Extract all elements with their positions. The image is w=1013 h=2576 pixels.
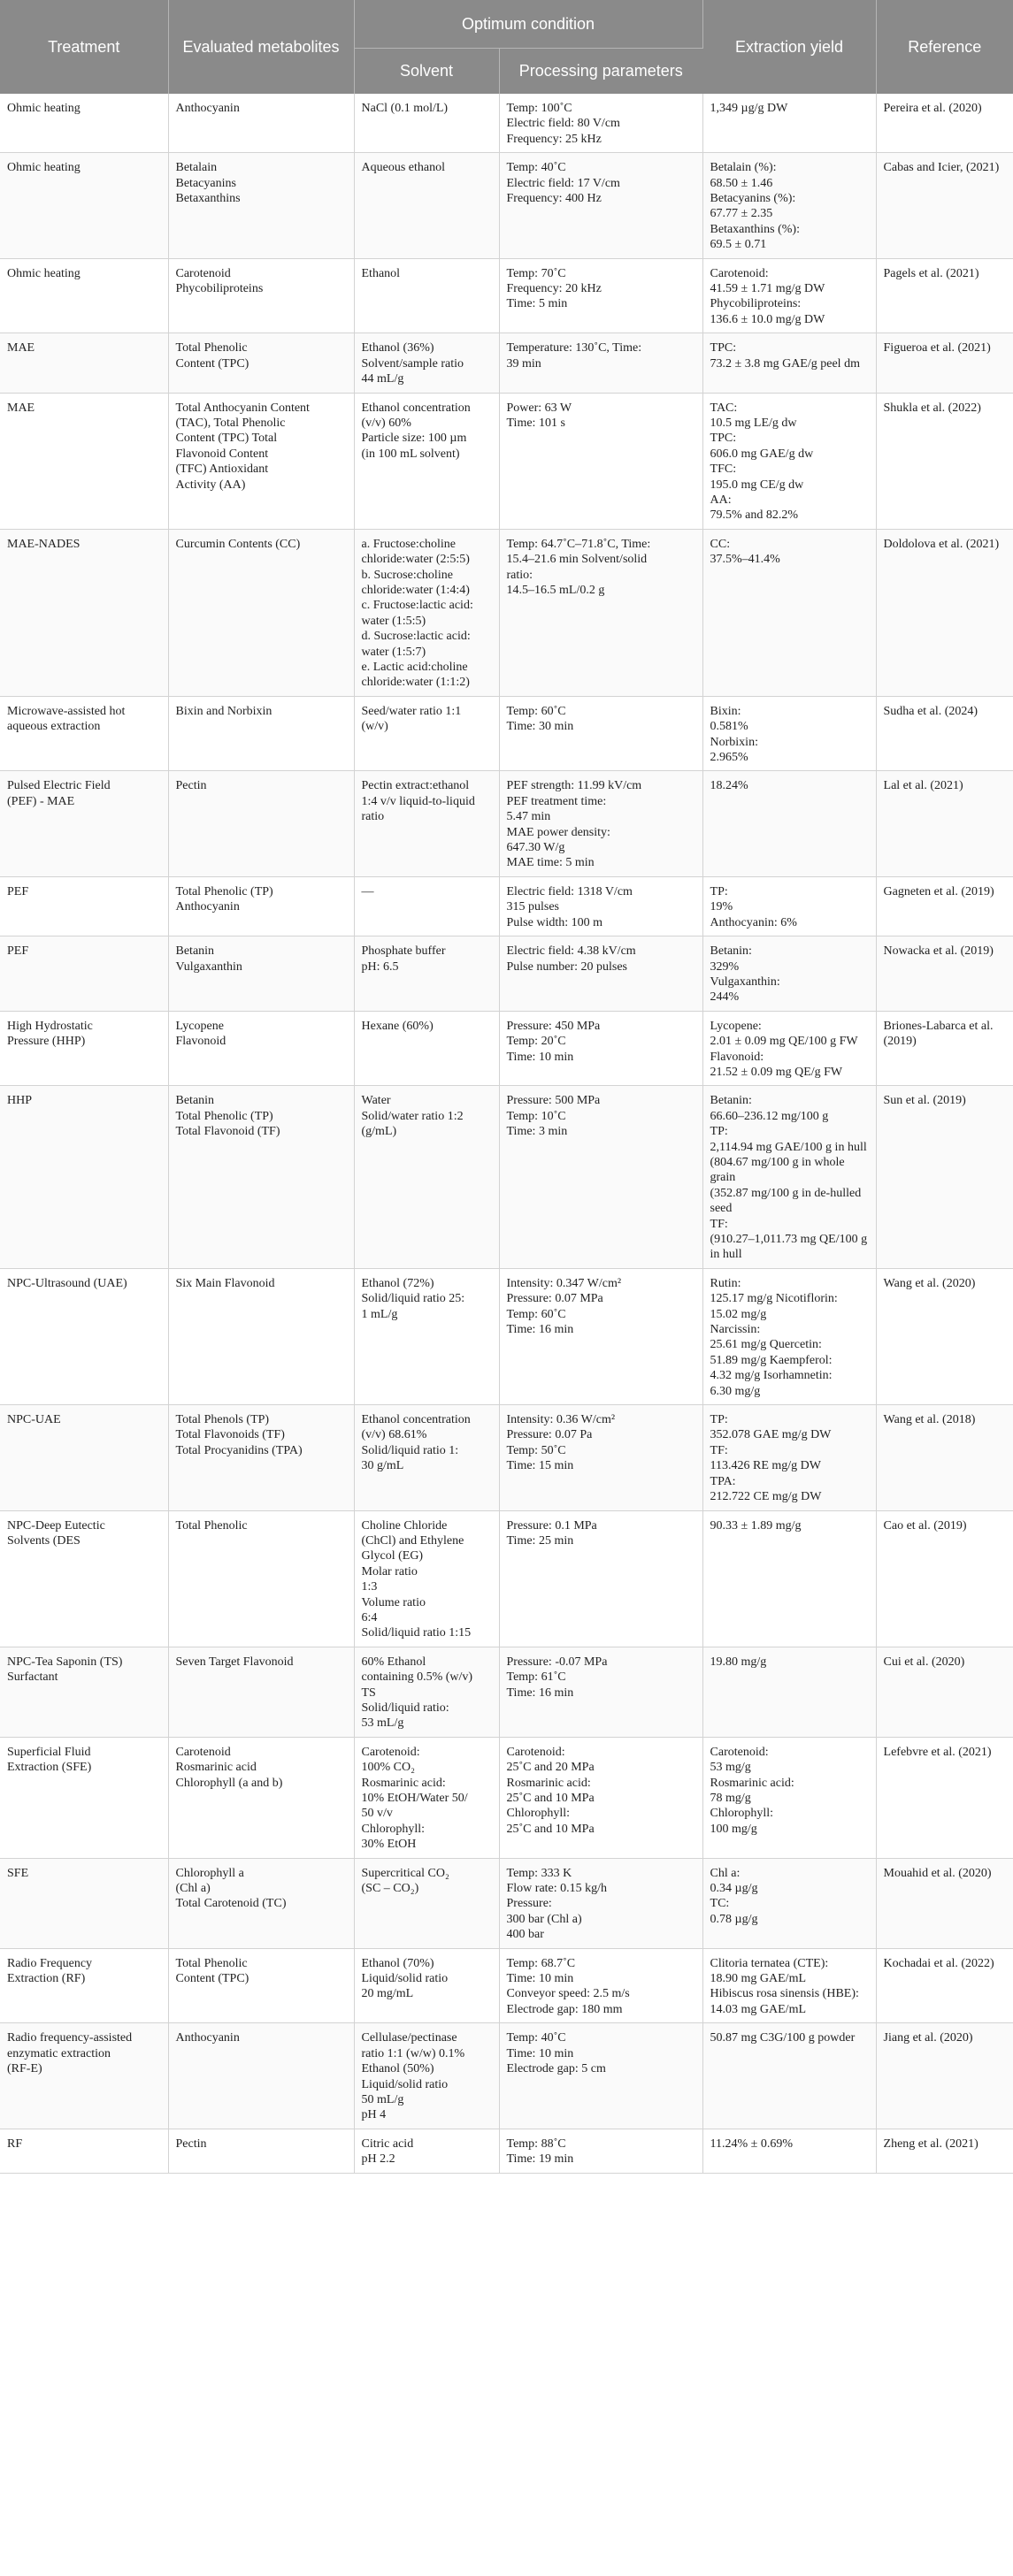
cell-treatment: NPC-Ultrasound (UAE) xyxy=(0,1268,168,1404)
cell-treatment: PEF xyxy=(0,876,168,936)
cell-processing: Temp: 40˚C Time: 10 min Electrode gap: 5 cm xyxy=(499,2023,702,2129)
cell-processing: Temp: 60˚C Time: 30 min xyxy=(499,696,702,771)
cell-treatment: Pulsed Electric Field (PEF) - MAE xyxy=(0,771,168,876)
cell-yield: 18.24% xyxy=(702,771,876,876)
cell-reference: Lefebvre et al. (2021) xyxy=(876,1737,1013,1858)
cell-reference: Nowacka et al. (2019) xyxy=(876,936,1013,1012)
cell-reference: Wang et al. (2018) xyxy=(876,1405,1013,1510)
cell-yield: TP: 19% Anthocyanin: 6% xyxy=(702,876,876,936)
cell-metabolites: Betanin Vulgaxanthin xyxy=(168,936,354,1012)
cell-yield: Carotenoid: 53 mg/g Rosmarinic acid: 78 mg/g Chlorophyll: 100 mg/g xyxy=(702,1737,876,1858)
table-row xyxy=(0,771,1013,876)
cell-processing: Temperature: 130˚C, Time: 39 min xyxy=(499,333,702,393)
cell-yield: Clitoria ternatea (CTE): 18.90 mg GAE/mL Hibiscus rosa sinensis (HBE): 14.03 mg GAE/mL xyxy=(702,1948,876,2023)
table-header xyxy=(0,0,1013,94)
cell-processing: Temp: 333 K Flow rate: 0.15 kg/h Pressure: 300 bar (Chl a) 400 bar xyxy=(499,1858,702,1948)
cell-treatment: NPC-Deep Eutectic Solvents (DES xyxy=(0,1510,168,1647)
header-optimum-condition: Optimum condition xyxy=(354,0,702,48)
table-row xyxy=(0,393,1013,529)
cell-reference: Figueroa et al. (2021) xyxy=(876,333,1013,393)
cell-treatment: Microwave-assisted hot aqueous extraction xyxy=(0,696,168,771)
cell-reference: Gagneten et al. (2019) xyxy=(876,876,1013,936)
cell-metabolites: Seven Target Flavonoid xyxy=(168,1647,354,1737)
cell-metabolites: Six Main Flavonoid xyxy=(168,1268,354,1404)
cell-processing: Temp: 70˚C Frequency: 20 kHz Time: 5 min xyxy=(499,258,702,333)
header-reference: Reference xyxy=(876,0,1013,94)
cell-yield: TPC: 73.2 ± 3.8 mg GAE/g peel dm xyxy=(702,333,876,393)
cell-solvent: Water Solid/water ratio 1:2 (g/mL) xyxy=(354,1086,499,1268)
cell-solvent: Pectin extract:ethanol 1:4 v/v liquid-to-liquid ratio xyxy=(354,771,499,876)
table-row xyxy=(0,333,1013,393)
table-row xyxy=(0,936,1013,1012)
cell-processing: Temp: 100˚C Electric field: 80 V/cm Frequency: 25 kHz xyxy=(499,94,702,153)
cell-processing: Pressure: 500 MPa Temp: 10˚C Time: 3 min xyxy=(499,1086,702,1268)
table-row xyxy=(0,696,1013,771)
table-row xyxy=(0,94,1013,153)
cell-reference: Wang et al. (2020) xyxy=(876,1268,1013,1404)
cell-solvent: Ethanol concentration (v/v) 68.61% Solid/liquid ratio 1: 30 g/mL xyxy=(354,1405,499,1510)
cell-treatment: Ohmic heating xyxy=(0,258,168,333)
cell-treatment: MAE xyxy=(0,393,168,529)
cell-reference: Doldolova et al. (2021) xyxy=(876,529,1013,696)
cell-reference: Sudha et al. (2024) xyxy=(876,696,1013,771)
cell-processing: Electric field: 4.38 kV/cm Pulse number: 20 pulses xyxy=(499,936,702,1012)
cell-yield: Carotenoid: 41.59 ± 1.71 mg/g DW Phycobiliproteins: 136.6 ± 10.0 mg/g DW xyxy=(702,258,876,333)
table-row xyxy=(0,1647,1013,1737)
cell-metabolites: Lycopene Flavonoid xyxy=(168,1011,354,1086)
header-extraction-yield: Extraction yield xyxy=(702,0,876,94)
cell-solvent: Seed/water ratio 1:1 (w/v) xyxy=(354,696,499,771)
cell-yield: 1,349 µg/g DW xyxy=(702,94,876,153)
table-body xyxy=(0,94,1013,2173)
cell-reference: Lal et al. (2021) xyxy=(876,771,1013,876)
cell-yield: 19.80 mg/g xyxy=(702,1647,876,1737)
table-row xyxy=(0,1268,1013,1404)
cell-metabolites: Anthocyanin xyxy=(168,94,354,153)
cell-processing: Temp: 40˚C Electric field: 17 V/cm Frequency: 400 Hz xyxy=(499,153,702,258)
cell-processing: Pressure: 0.1 MPa Time: 25 min xyxy=(499,1510,702,1647)
cell-processing: Carotenoid: 25˚C and 20 MPa Rosmarinic acid: 25˚C and 10 MPa Chlorophyll: 25˚C and 10 MPa xyxy=(499,1737,702,1858)
cell-solvent: Cellulase/pectinase ratio 1:1 (w/w) 0.1% Ethanol (50%) Liquid/solid ratio 50 mL/g pH 4 xyxy=(354,2023,499,2129)
cell-metabolites: Curcumin Contents (CC) xyxy=(168,529,354,696)
cell-processing: Temp: 68.7˚C Time: 10 min Conveyor speed: 2.5 m/s Electrode gap: 180 mm xyxy=(499,1948,702,2023)
cell-metabolites: Total Anthocyanin Content (TAC), Total Phenolic Content (TPC) Total Flavonoid Content (TFC) Antioxidant Activity (AA) xyxy=(168,393,354,529)
cell-processing: Intensity: 0.36 W/cm² Pressure: 0.07 Pa Temp: 50˚C Time: 15 min xyxy=(499,1405,702,1510)
cell-metabolites: Carotenoid Rosmarinic acid Chlorophyll (a and b) xyxy=(168,1737,354,1858)
cell-solvent: Ethanol (36%) Solvent/sample ratio 44 mL/g xyxy=(354,333,499,393)
cell-yield: 50.87 mg C3G/100 g powder xyxy=(702,2023,876,2129)
cell-metabolites: Total Phenols (TP) Total Flavonoids (TF) Total Procyanidins (TPA) xyxy=(168,1405,354,1510)
cell-solvent: Ethanol xyxy=(354,258,499,333)
table-row xyxy=(0,2023,1013,2129)
cell-solvent: — xyxy=(354,876,499,936)
cell-metabolites: Chlorophyll a (Chl a) Total Carotenoid (TC) xyxy=(168,1858,354,1948)
cell-yield: Lycopene: 2.01 ± 0.09 mg QE/100 g FW Flavonoid: 21.52 ± 0.09 mg QE/g FW xyxy=(702,1011,876,1086)
cell-treatment: PEF xyxy=(0,936,168,1012)
cell-solvent: Ethanol (70%) Liquid/solid ratio 20 mg/mL xyxy=(354,1948,499,2023)
cell-yield: Betalain (%): 68.50 ± 1.46 Betacyanins (%): 67.77 ± 2.35 Betaxanthins (%): 69.5 ± 0.71 xyxy=(702,153,876,258)
table-row xyxy=(0,1948,1013,2023)
cell-yield: Betanin: 66.60–236.12 mg/100 g TP: 2,114.94 mg GAE/100 g in hull (804.67 mg/100 g in whole grain (352.87 mg/100 g in de-hulled seed TF: (910.27–1,011.73 mg QE/100 g in hull xyxy=(702,1086,876,1268)
cell-metabolites: Anthocyanin xyxy=(168,2023,354,2129)
cell-metabolites: Total Phenolic (TP) Anthocyanin xyxy=(168,876,354,936)
cell-yield: 90.33 ± 1.89 mg/g xyxy=(702,1510,876,1647)
cell-solvent: 60% Ethanol containing 0.5% (w/v) TS Solid/liquid ratio: 53 mL/g xyxy=(354,1647,499,1737)
cell-solvent: a. Fructose:choline chloride:water (2:5:5) b. Sucrose:choline chloride:water (1:4:4) c. Fructose:lactic acid: water (1:5:5) d. Sucrose:lactic acid: water (1:5:7) e. Lactic acid:choline chloride:water (1:1:2) xyxy=(354,529,499,696)
cell-reference: Zheng et al. (2021) xyxy=(876,2129,1013,2173)
cell-reference: Jiang et al. (2020) xyxy=(876,2023,1013,2129)
cell-solvent: Ethanol (72%) Solid/liquid ratio 25: 1 mL/g xyxy=(354,1268,499,1404)
table-row xyxy=(0,258,1013,333)
table-row xyxy=(0,2129,1013,2173)
table-row xyxy=(0,876,1013,936)
table-row xyxy=(0,1086,1013,1268)
table-row xyxy=(0,529,1013,696)
cell-solvent: Ethanol concentration (v/v) 60% Particle size: 100 µm (in 100 mL solvent) xyxy=(354,393,499,529)
header-processing-parameters: Processing parameters xyxy=(499,48,702,94)
cell-processing: Electric field: 1318 V/cm 315 pulses Pulse width: 100 m xyxy=(499,876,702,936)
cell-treatment: RF xyxy=(0,2129,168,2173)
cell-metabolites: Total Phenolic xyxy=(168,1510,354,1647)
cell-yield: TAC: 10.5 mg LE/g dw TPC: 606.0 mg GAE/g dw TFC: 195.0 mg CE/g dw AA: 79.5% and 82.2% xyxy=(702,393,876,529)
cell-reference: Briones-Labarca et al. (2019) xyxy=(876,1011,1013,1086)
cell-processing: Intensity: 0.347 W/cm² Pressure: 0.07 MPa Temp: 60˚C Time: 16 min xyxy=(499,1268,702,1404)
cell-metabolites: Carotenoid Phycobiliproteins xyxy=(168,258,354,333)
cell-yield: Bixin: 0.581% Norbixin: 2.965% xyxy=(702,696,876,771)
cell-processing: Power: 63 W Time: 101 s xyxy=(499,393,702,529)
cell-metabolites: Pectin xyxy=(168,2129,354,2173)
cell-yield: Betanin: 329% Vulgaxanthin: 244% xyxy=(702,936,876,1012)
cell-treatment: MAE xyxy=(0,333,168,393)
cell-reference: Cabas and Icier, (2021) xyxy=(876,153,1013,258)
cell-metabolites: Total Phenolic Content (TPC) xyxy=(168,333,354,393)
cell-treatment: NPC-Tea Saponin (TS) Surfactant xyxy=(0,1647,168,1737)
header-metabolites: Evaluated metabolites xyxy=(168,0,354,94)
cell-yield: TP: 352.078 GAE mg/g DW TF: 113.426 RE mg/g DW TPA: 212.722 CE mg/g DW xyxy=(702,1405,876,1510)
cell-treatment: HHP xyxy=(0,1086,168,1268)
cell-yield: 11.24% ± 0.69% xyxy=(702,2129,876,2173)
cell-solvent: Aqueous ethanol xyxy=(354,153,499,258)
cell-reference: Pagels et al. (2021) xyxy=(876,258,1013,333)
cell-processing: Pressure: -0.07 MPa Temp: 61˚C Time: 16 min xyxy=(499,1647,702,1737)
table-row xyxy=(0,1858,1013,1948)
table-row xyxy=(0,1510,1013,1647)
cell-yield: CC: 37.5%–41.4% xyxy=(702,529,876,696)
cell-treatment: Ohmic heating xyxy=(0,94,168,153)
cell-solvent: Hexane (60%) xyxy=(354,1011,499,1086)
cell-reference: Cao et al. (2019) xyxy=(876,1510,1013,1647)
table-row xyxy=(0,1011,1013,1086)
cell-yield: Rutin: 125.17 mg/g Nicotiflorin: 15.02 mg/g Narcissin: 25.61 mg/g Quercetin: 51.89 mg/g Kaempferol: 4.32 mg/g Isorhamnetin: 6.30 mg/g xyxy=(702,1268,876,1404)
cell-treatment: SFE xyxy=(0,1858,168,1948)
cell-metabolites: Total Phenolic Content (TPC) xyxy=(168,1948,354,2023)
cell-solvent: Citric acid pH 2.2 xyxy=(354,2129,499,2173)
cell-treatment: MAE-NADES xyxy=(0,529,168,696)
header-treatment: Treatment xyxy=(0,0,168,94)
cell-processing: Temp: 88˚C Time: 19 min xyxy=(499,2129,702,2173)
cell-treatment: High Hydrostatic Pressure (HHP) xyxy=(0,1011,168,1086)
cell-processing: Pressure: 450 MPa Temp: 20˚C Time: 10 min xyxy=(499,1011,702,1086)
cell-treatment: NPC-UAE xyxy=(0,1405,168,1510)
table-row xyxy=(0,1737,1013,1858)
cell-treatment: Radio frequency-assisted enzymatic extraction (RF-E) xyxy=(0,2023,168,2129)
cell-metabolites: Bixin and Norbixin xyxy=(168,696,354,771)
cell-reference: Kochadai et al. (2022) xyxy=(876,1948,1013,2023)
cell-processing: PEF strength: 11.99 kV/cm PEF treatment time: 5.47 min MAE power density: 647.30 W/g MAE time: 5 min xyxy=(499,771,702,876)
cell-solvent: Supercritical CO₂ (SC – CO₂) xyxy=(354,1858,499,1948)
cell-reference: Shukla et al. (2022) xyxy=(876,393,1013,529)
cell-treatment: Superficial Fluid Extraction (SFE) xyxy=(0,1737,168,1858)
cell-metabolites: Pectin xyxy=(168,771,354,876)
cell-reference: Sun et al. (2019) xyxy=(876,1086,1013,1268)
cell-solvent: Phosphate buffer pH: 6.5 xyxy=(354,936,499,1012)
table-row xyxy=(0,1405,1013,1510)
cell-processing: Temp: 64.7˚C–71.8˚C, Time: 15.4–21.6 min Solvent/solid ratio: 14.5–16.5 mL/0.2 g xyxy=(499,529,702,696)
table-row xyxy=(0,153,1013,258)
header-solvent: Solvent xyxy=(354,48,499,94)
cell-solvent: Carotenoid: 100% CO₂ Rosmarinic acid: 10% EtOH/Water 50/ 50 v/v Chlorophyll: 30% EtOH xyxy=(354,1737,499,1858)
cell-solvent: NaCl (0.1 mol/L) xyxy=(354,94,499,153)
cell-reference: Pereira et al. (2020) xyxy=(876,94,1013,153)
cell-reference: Mouahid et al. (2020) xyxy=(876,1858,1013,1948)
cell-yield: Chl a: 0.34 µg/g TC: 0.78 µg/g xyxy=(702,1858,876,1948)
cell-metabolites: Betalain Betacyanins Betaxanthins xyxy=(168,153,354,258)
cell-metabolites: Betanin Total Phenolic (TP) Total Flavonoid (TF) xyxy=(168,1086,354,1268)
cell-treatment: Ohmic heating xyxy=(0,153,168,258)
cell-treatment: Radio Frequency Extraction (RF) xyxy=(0,1948,168,2023)
cell-solvent: Choline Chloride (ChCl) and Ethylene Glycol (EG) Molar ratio 1:3 Volume ratio 6:4 Solid/liquid ratio 1:15 xyxy=(354,1510,499,1647)
cell-reference: Cui et al. (2020) xyxy=(876,1647,1013,1737)
